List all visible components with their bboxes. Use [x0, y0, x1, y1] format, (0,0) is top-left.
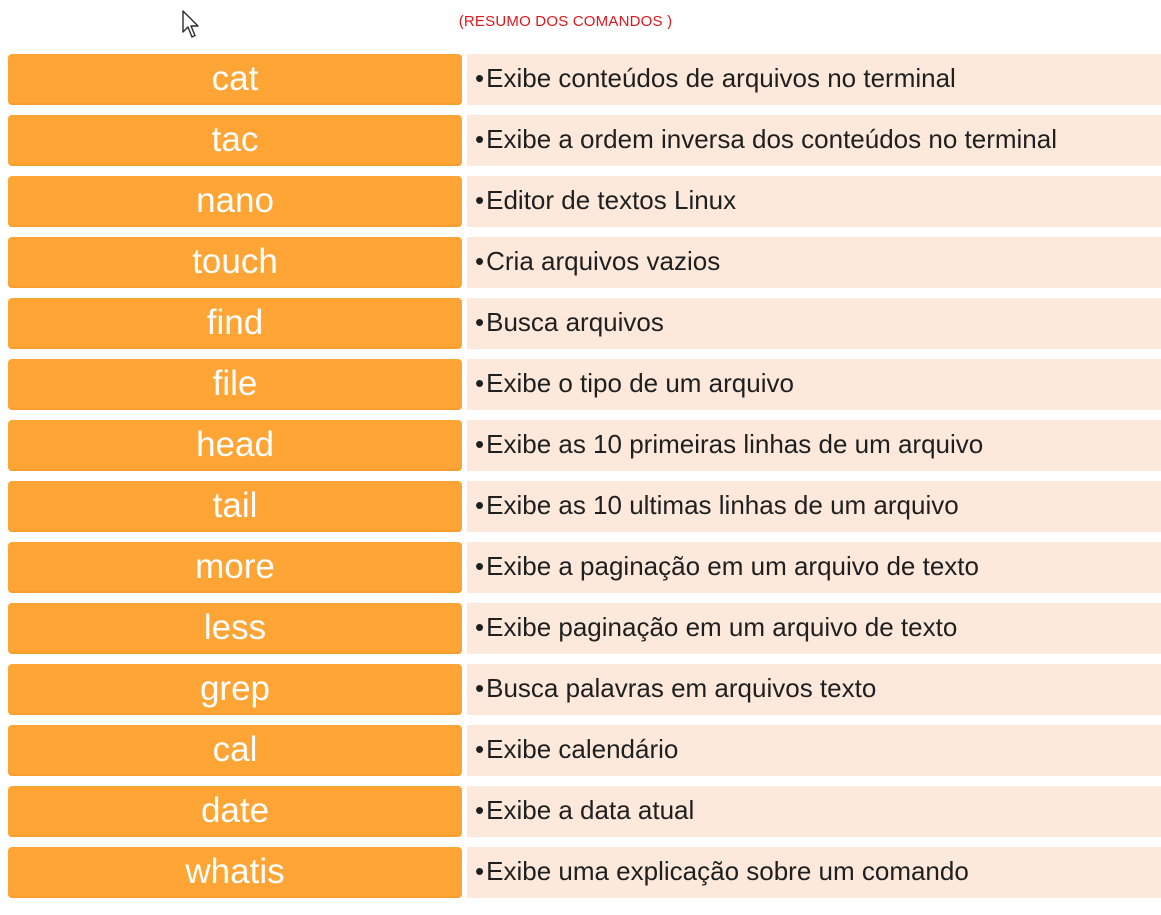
bullet: • — [475, 855, 485, 886]
bullet: • — [475, 428, 485, 459]
description-text: Exibe a data atual — [486, 794, 695, 825]
command-description — [467, 603, 1161, 654]
description-text: Exibe a ordem inversa dos conteúdos no terminal — [486, 123, 1057, 154]
commands-table — [8, 54, 1161, 908]
description-text: Busca palavras em arquivos texto — [486, 672, 877, 703]
bullet: • — [475, 184, 485, 215]
bullet: • — [475, 794, 485, 825]
bullet: • — [475, 245, 485, 276]
bullet: • — [475, 611, 485, 642]
bullet: • — [475, 367, 485, 398]
bullet: • — [475, 62, 485, 93]
command-description — [467, 786, 1161, 837]
command-name: cal — [8, 725, 462, 776]
bullet: • — [475, 489, 485, 520]
table-row — [8, 359, 1161, 410]
command-description — [467, 176, 1161, 227]
command-description — [467, 847, 1161, 898]
table-row — [8, 542, 1161, 593]
description-text: Exibe conteúdos de arquivos no terminal — [486, 62, 956, 93]
table-row — [8, 176, 1161, 227]
description-text: Exibe as 10 ultimas linhas de um arquivo — [486, 489, 959, 520]
description-text: Exibe paginação em um arquivo de texto — [486, 611, 958, 642]
bullet: • — [475, 123, 485, 154]
command-description — [467, 298, 1161, 349]
command-name: whatis — [8, 847, 462, 898]
description-text: Exibe as 10 primeiras linhas de um arquivo — [486, 428, 984, 459]
bullet: • — [475, 550, 485, 581]
command-description — [467, 115, 1161, 166]
description-text: Exibe calendário — [486, 733, 679, 764]
table-row — [8, 298, 1161, 349]
table-row — [8, 420, 1161, 471]
table-row — [8, 115, 1161, 166]
command-description — [467, 237, 1161, 288]
command-name: find — [8, 298, 462, 349]
command-description — [467, 664, 1161, 715]
page-title: (RESUMO DOS COMANDOS ) — [458, 13, 673, 30]
command-name: file — [8, 359, 462, 410]
bullet: • — [475, 733, 485, 764]
command-name: cat — [8, 54, 462, 105]
command-description — [467, 725, 1161, 776]
description-text: Exibe o tipo de um arquivo — [486, 367, 794, 398]
table-row — [8, 481, 1161, 532]
table-row — [8, 237, 1161, 288]
description-text: Busca arquivos — [486, 306, 664, 337]
description-text: Cria arquivos vazios — [486, 245, 721, 276]
command-name: tail — [8, 481, 462, 532]
command-name: grep — [8, 664, 462, 715]
table-row — [8, 664, 1161, 715]
table-row — [8, 847, 1161, 898]
command-description — [467, 54, 1161, 105]
table-row — [8, 786, 1161, 837]
table-row — [8, 603, 1161, 654]
command-description — [467, 481, 1161, 532]
command-description — [467, 359, 1161, 410]
command-name: head — [8, 420, 462, 471]
description-text: Exibe a paginação em um arquivo de texto — [486, 550, 979, 581]
table-row — [8, 725, 1161, 776]
command-name: less — [8, 603, 462, 654]
description-text: Exibe uma explicação sobre um comando — [486, 855, 969, 886]
command-name: tac — [8, 115, 462, 166]
command-name: date — [8, 786, 462, 837]
bullet: • — [475, 672, 485, 703]
command-description — [467, 542, 1161, 593]
command-name: more — [8, 542, 462, 593]
command-description — [467, 420, 1161, 471]
description-text: Editor de textos Linux — [486, 184, 737, 215]
command-name: nano — [8, 176, 462, 227]
table-row — [8, 54, 1161, 105]
bullet: • — [475, 306, 485, 337]
command-name: touch — [8, 237, 462, 288]
